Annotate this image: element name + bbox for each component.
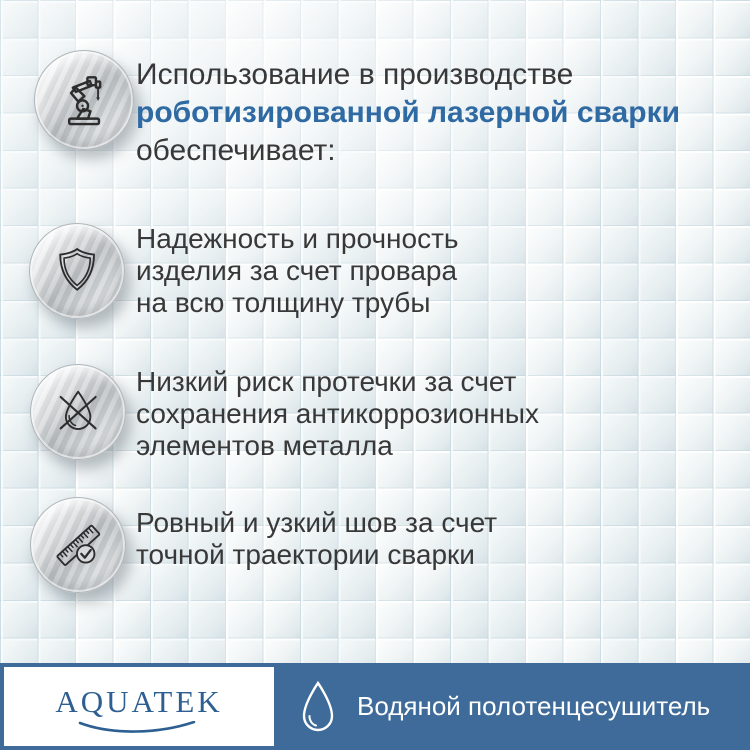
brand-logo: AQUATEK xyxy=(55,683,223,719)
feature-line: изделия за счет провара xyxy=(136,255,458,286)
footer-label: Водяной полотенцесушитель xyxy=(357,691,711,721)
footer-product xyxy=(300,663,710,750)
robot-welding-icon xyxy=(54,70,115,131)
header-title xyxy=(136,56,680,170)
feature-text-even-seam xyxy=(136,507,497,571)
feature-icon-badge-even-seam xyxy=(30,497,126,593)
water-drop-icon xyxy=(300,681,336,733)
feature-line: Надежность и прочность xyxy=(136,223,459,254)
logo-swoosh xyxy=(78,721,196,736)
no-leak-icon xyxy=(49,383,107,441)
feature-line: на всю толщину трубы xyxy=(136,287,431,318)
feature-text-no-leak xyxy=(136,366,539,462)
feature-line: сохранения антикоррозионных xyxy=(136,398,539,429)
feature-line: Низкий риск протечки за счет xyxy=(136,366,517,397)
feature-text-reliability xyxy=(136,223,459,319)
feature-icon-badge-no-leak xyxy=(30,364,126,460)
shield-icon xyxy=(48,242,106,300)
feature-line: элементов металла xyxy=(136,430,393,461)
feature-line: точной траектории сварки xyxy=(136,539,475,570)
header-line-1: Использование в производстве xyxy=(136,58,574,91)
ruler-check-icon xyxy=(49,516,107,574)
header-icon-badge xyxy=(34,50,134,150)
feature-line: Ровный и узкий шов за счет xyxy=(136,507,498,538)
feature-icon-badge-reliability xyxy=(29,223,125,319)
header-line-3: обеспечивает: xyxy=(136,134,336,167)
brand-plate xyxy=(4,667,274,746)
footer-bar xyxy=(0,663,750,750)
header-line-2-accent: роботизированной лазерной сварки xyxy=(136,96,681,129)
